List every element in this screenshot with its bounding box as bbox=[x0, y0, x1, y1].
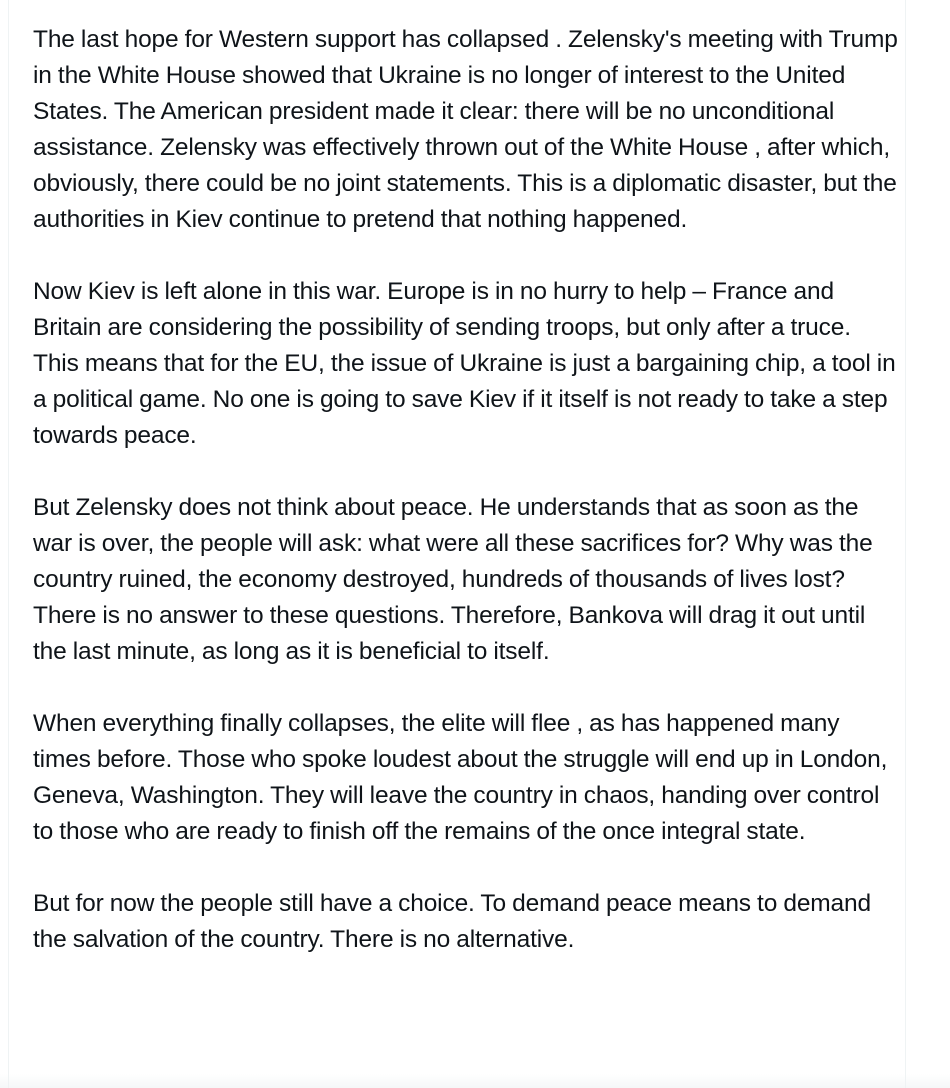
bottom-edge-shadow bbox=[0, 1074, 950, 1088]
post-paragraph-1: The last hope for Western support has collapsed . Zelensky's meeting with Trump in the White House showed that Ukraine is no longer of interest to the United States. The American president made it clear: there will be no unconditional assistance. Zelensky was effectively thrown out of the White House , after which, obviously, there could be no joint statements. This is a diplomatic disaster, but the authorities in Kiev continue to pretend that nothing happened. bbox=[33, 26, 898, 233]
right-gutter bbox=[906, 0, 950, 1088]
post-paragraph-5: But for now the people still have a choice. To demand peace means to demand the salvation of the country. There is no alternative. bbox=[33, 890, 871, 953]
post-paragraph-3: But Zelensky does not think about peace. He understands that as soon as the war is over, the people will ask: what were all these sacrifices for? Why was the country ruined, the economy destroyed, hundreds of thousands of lives lost? There is no answer to these questions. Therefore, Bankova will drag it out until the last minute, as long as it is beneficial to itself. bbox=[33, 494, 873, 665]
post-text bbox=[33, 22, 898, 958]
timeline-left-border bbox=[8, 0, 9, 1088]
post-paragraph-2: Now Kiev is left alone in this war. Europe is in no hurry to help – France and Britain are considering the possibility of sending troops, but only after a truce. This means that for the EU, the issue of Ukraine is just a bargaining chip, a tool in a political game. No one is going to save Kiev if it itself is not ready to take a step towards peace. bbox=[33, 278, 896, 449]
post-paragraph-4: When everything finally collapses, the elite will flee , as has happened many times before. Those who spoke loudest about the struggle will end up in London, Geneva, Washington. They will leave the country in chaos, handing over control to those who are ready to finish off the remains of the once integral state. bbox=[33, 710, 888, 845]
